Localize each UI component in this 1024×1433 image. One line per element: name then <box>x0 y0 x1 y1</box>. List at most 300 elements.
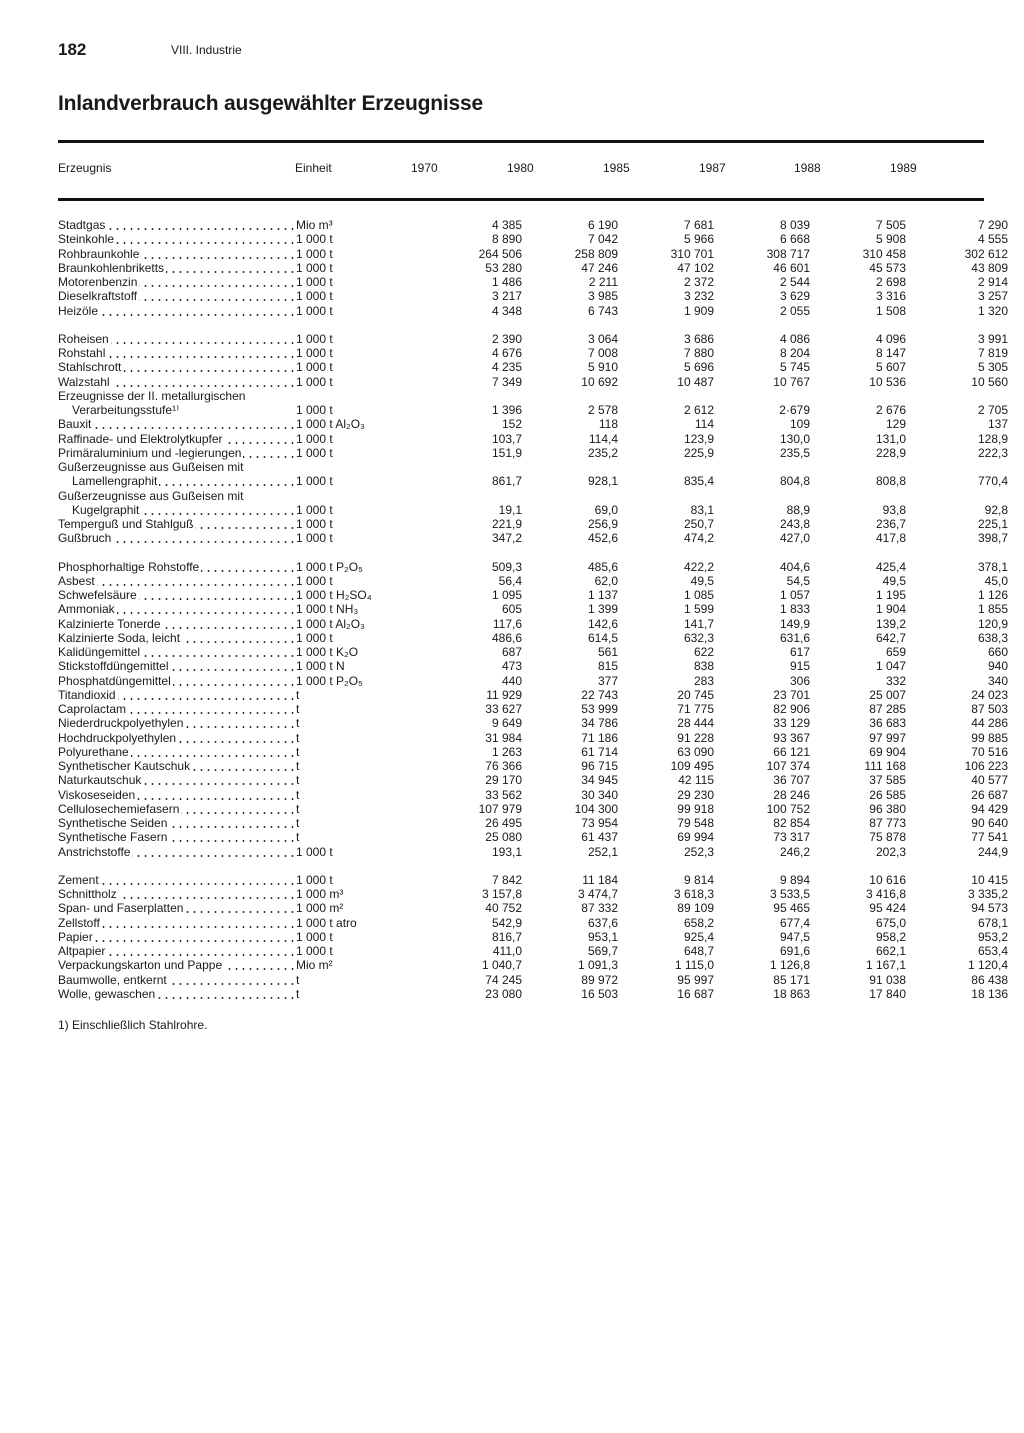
product-name: Ammoniak <box>58 602 115 617</box>
value-cell-1989: 94 573 <box>971 901 1008 916</box>
value-cell-1988: 131,0 <box>875 431 906 446</box>
product-name: Papier <box>58 929 93 944</box>
table-row <box>58 645 1008 659</box>
value-cell-1988: 37 585 <box>869 773 906 788</box>
table-row <box>58 716 1008 730</box>
value-cell-1970: 53 280 <box>485 260 522 275</box>
value-cell-1985: 3 618,3 <box>673 887 714 901</box>
value-cell-1988: 228,9 <box>875 445 906 460</box>
product-name-cell <box>58 617 296 631</box>
value-cell-1980: 1 399 <box>587 602 618 617</box>
product-name-cell <box>58 275 296 289</box>
table-row <box>58 987 1008 1001</box>
value-cell-1980: 114,4 <box>588 431 618 446</box>
value-cell-1970 <box>456 489 522 503</box>
value-cell-1980: 953,1 <box>587 929 618 944</box>
value-cell-1989 <box>906 489 1008 503</box>
value-cell-1980: 62,0 <box>594 573 618 588</box>
value-cell-1987: 404,6 <box>779 559 810 574</box>
product-name-cell <box>58 674 296 688</box>
value-cell-1989: 398,7 <box>977 531 1008 546</box>
value-cell-1970: 11 929 <box>486 687 522 702</box>
product-name-cell <box>58 503 296 517</box>
value-cell-1980: 34 945 <box>581 773 618 788</box>
unit-cell: t <box>296 787 300 802</box>
product-name-cell <box>58 631 296 645</box>
unit-cell: 1 000 t <box>296 246 333 261</box>
value-cell-1985: 109 495 <box>670 759 714 773</box>
value-cell-1980: 7 008 <box>587 346 618 360</box>
product-name-cell <box>58 816 296 830</box>
value-cell-1988: 25 007 <box>869 687 906 702</box>
product-name-cell <box>58 375 296 389</box>
product-name: Kugelgraphit <box>58 503 141 517</box>
value-cell-1988: 425,4 <box>875 559 906 574</box>
value-cell-1980: 87 332 <box>581 901 618 916</box>
value-cell-1987: 631,6 <box>779 630 810 645</box>
value-cell-1987: 8 204 <box>779 346 810 360</box>
product-name: Temperguß und Stahlguß <box>58 517 194 531</box>
table-row <box>58 602 1008 616</box>
value-cell-1989: 1 320 <box>977 303 1008 318</box>
value-cell-1987: 100 752 <box>766 801 810 816</box>
value-cell-1980: 256,9 <box>587 517 618 531</box>
unit-cell: 1 000 t <box>296 360 333 375</box>
value-cell-1988: 675,0 <box>875 915 906 930</box>
value-cell-1985: 9 814 <box>683 872 714 887</box>
value-cell-1989: 940 <box>987 659 1008 674</box>
product-name-cell <box>58 958 296 972</box>
product-name-cell <box>58 389 296 403</box>
value-cell-1970: 1 486 <box>491 275 522 289</box>
value-cell-1989: 3 991 <box>977 331 1008 346</box>
unit-cell: 1 000 t <box>296 445 333 460</box>
value-cell-1970: 193,1 <box>491 844 522 859</box>
product-name-cell <box>58 460 296 474</box>
unit-cell: Mio m² <box>296 958 333 973</box>
section-label: VIII. Industrie <box>171 43 242 57</box>
value-cell-1985: 49,5 <box>690 573 714 588</box>
value-cell-1988: 808,8 <box>875 474 906 489</box>
unit-cell: 1 000 t <box>296 232 333 247</box>
value-cell-1985: 63 090 <box>677 744 714 759</box>
value-cell-1989: 94 429 <box>971 801 1008 816</box>
value-cell-1987: 3 629 <box>779 289 810 304</box>
value-cell-1980: 11 184 <box>582 872 618 887</box>
value-cell-1980: 142,6 <box>587 616 618 631</box>
product-name-cell <box>58 304 296 318</box>
value-cell-1988: 2 698 <box>875 275 906 289</box>
value-cell-1985: 10 487 <box>677 374 714 389</box>
value-cell-1987: 677,4 <box>779 915 810 930</box>
table-row <box>58 517 1008 531</box>
product-name: Kalidüngemittel <box>58 645 141 659</box>
value-cell-1988: 111 168 <box>864 759 906 773</box>
value-cell-1989: 2 914 <box>977 275 1008 289</box>
value-cell-1970: 3 157,8 <box>481 887 522 901</box>
table-row <box>58 389 1008 403</box>
unit-cell: 1 000 t P₂O₅ <box>296 559 363 574</box>
unit-cell: 1 000 t <box>296 531 333 546</box>
value-cell-1970: 152 <box>501 417 522 432</box>
product-name: Walzstahl <box>58 374 110 389</box>
unit-cell: 1 000 t <box>296 844 333 859</box>
value-cell-1987: 306 <box>789 673 810 688</box>
value-cell-1989: 10 560 <box>971 374 1008 389</box>
product-name-cell <box>58 702 296 716</box>
table-row <box>58 574 1008 588</box>
value-cell-1970 <box>456 460 522 474</box>
value-cell-1980: 2 211 <box>588 275 618 289</box>
value-cell-1988: 236,7 <box>875 517 906 531</box>
table-header-rule <box>58 198 984 201</box>
value-cell-1985: 632,3 <box>683 630 714 645</box>
value-cell-1985: 1 909 <box>683 303 714 318</box>
value-cell-1970: 19,1 <box>498 502 522 517</box>
product-name: Stadtgas <box>58 218 106 232</box>
product-name: Span- und Faserplatten <box>58 901 184 916</box>
table-row <box>58 375 1008 389</box>
unit-cell: t <box>296 773 300 788</box>
value-cell-1980: 53 999 <box>581 702 618 716</box>
product-name-cell <box>58 659 296 673</box>
value-cell-1980 <box>522 389 618 403</box>
value-cell-1988: 4 096 <box>875 331 906 346</box>
value-cell-1987: 1 057 <box>779 588 810 602</box>
value-cell-1980: 815 <box>597 659 618 674</box>
table-row <box>58 617 1008 631</box>
unit-cell: 1 000 t <box>296 502 333 517</box>
value-cell-1989: 128,9 <box>977 431 1008 446</box>
value-cell-1987: 33 129 <box>773 716 810 731</box>
value-cell-1989: 5 305 <box>977 360 1008 375</box>
value-cell-1987: 427,0 <box>779 531 810 546</box>
value-cell-1989: 120,9 <box>977 616 1008 631</box>
value-cell-1987: 149,9 <box>779 616 810 631</box>
value-cell-1970: 33 562 <box>485 787 522 802</box>
value-cell-1989: 2 705 <box>977 403 1008 417</box>
value-cell-1987: 23 701 <box>773 687 810 702</box>
product-name: Gußerzeugnisse aus Gußeisen mit <box>58 460 244 474</box>
value-cell-1988: 3 316 <box>875 289 906 304</box>
product-name-cell <box>58 489 296 503</box>
table-row <box>58 275 1008 289</box>
value-cell-1989: 660 <box>987 645 1008 659</box>
product-name-cell <box>58 887 296 901</box>
value-cell-1988: 129 <box>885 417 906 432</box>
value-cell-1970: 1 396 <box>491 403 522 417</box>
value-cell-1970: 76 366 <box>485 759 522 773</box>
product-name: Gußerzeugnisse aus Gußeisen mit <box>58 488 244 503</box>
unit-cell: t <box>296 986 300 1001</box>
value-cell-1985 <box>618 460 714 474</box>
value-cell-1980: 614,5 <box>587 630 618 645</box>
product-name: Naturkautschuk <box>58 773 142 788</box>
value-cell-1987: 66 121 <box>773 744 810 759</box>
value-cell-1988: 3 416,8 <box>865 887 906 901</box>
product-name-cell <box>58 531 296 545</box>
product-name-cell <box>58 360 296 374</box>
value-cell-1980 <box>522 489 618 503</box>
value-cell-1985: 2 372 <box>683 275 714 289</box>
value-cell-1970: 1 095 <box>491 588 522 602</box>
unit-cell: 1 000 t K₂O <box>296 645 359 659</box>
unit-cell: 1 000 t <box>296 374 333 389</box>
value-cell-1987: 46 601 <box>773 260 810 275</box>
value-cell-1985: 7 880 <box>683 346 714 360</box>
value-cell-1989: 40 577 <box>971 773 1008 788</box>
group-spacer <box>58 318 1008 332</box>
value-cell-1970: 3 217 <box>491 289 522 304</box>
value-cell-1980: 89 972 <box>581 972 618 987</box>
value-cell-1970: 440 <box>501 673 522 688</box>
unit-cell: 1 000 t NH₃ <box>296 602 359 617</box>
value-cell-1988: 45 573 <box>869 260 906 275</box>
unit-cell: 1 000 t <box>296 403 333 417</box>
value-cell-1985: 71 775 <box>677 702 714 716</box>
product-name: Phosphorhaltige Rohstoffe <box>58 559 200 574</box>
value-cell-1970: 29 170 <box>485 773 522 788</box>
value-cell-1970: 542,9 <box>491 915 522 930</box>
value-cell-1985: 474,2 <box>683 531 714 546</box>
value-cell-1988: 659 <box>885 645 906 659</box>
table-row <box>58 944 1008 958</box>
value-cell-1987: 109 <box>789 417 810 432</box>
value-cell-1987: 107 374 <box>766 759 810 773</box>
table-header <box>0 161 1024 177</box>
value-cell-1987: 28 246 <box>773 787 810 802</box>
value-cell-1970: 861,7 <box>491 474 522 489</box>
value-cell-1980: 104 300 <box>574 801 618 816</box>
value-cell-1985: 47 102 <box>677 260 714 275</box>
table-row <box>58 261 1008 275</box>
value-cell-1970: 347,2 <box>491 531 522 546</box>
product-name-cell <box>58 588 296 602</box>
unit-cell: 1 000 t <box>296 331 333 346</box>
table-row <box>58 446 1008 460</box>
table-row <box>58 901 1008 915</box>
unit-cell: 1 000 t <box>296 944 333 958</box>
table-row <box>58 503 1008 517</box>
product-name: Braunkohlenbriketts <box>58 260 165 275</box>
product-name: Rohstahl <box>58 346 106 360</box>
unit-cell: 1 000 t <box>296 929 333 944</box>
value-cell-1988: 1 167,1 <box>865 958 906 973</box>
value-cell-1987: 8 039 <box>779 218 810 232</box>
value-cell-1987: 5 745 <box>779 360 810 375</box>
value-cell-1987: 88,9 <box>786 502 810 517</box>
value-cell-1989: 137 <box>987 417 1008 432</box>
product-name: Gußbruch <box>58 531 112 546</box>
product-name: Bauxit <box>58 417 92 432</box>
table-row <box>58 218 1008 232</box>
table-row <box>58 688 1008 702</box>
unit-cell: 1 000 t N <box>296 659 345 674</box>
product-name: Motorenbenzin <box>58 275 138 289</box>
value-cell-1987: 617 <box>789 645 810 659</box>
value-cell-1989: 26 687 <box>971 787 1008 802</box>
value-cell-1987: 82 854 <box>773 816 810 830</box>
value-cell-1985: 5 696 <box>683 360 714 375</box>
value-cell-1988: 97 997 <box>869 730 906 745</box>
table-row <box>58 460 1008 474</box>
product-name-cell <box>58 289 296 303</box>
unit-cell: 1 000 t <box>296 260 333 275</box>
table-row <box>58 916 1008 930</box>
product-name-cell <box>58 446 296 460</box>
table-row <box>58 759 1008 773</box>
value-cell-1985: 838 <box>693 659 714 674</box>
value-cell-1989: 77 541 <box>971 830 1008 845</box>
value-cell-1980: 6 190 <box>587 218 618 232</box>
value-cell-1988: 1 508 <box>875 303 906 318</box>
table-row <box>58 731 1008 745</box>
value-cell-1989: 92,8 <box>984 502 1008 517</box>
table-row <box>58 674 1008 688</box>
value-cell-1989: 7 290 <box>977 218 1008 232</box>
value-cell-1989: 678,1 <box>977 915 1008 930</box>
value-cell-1989: 3 257 <box>977 289 1008 304</box>
value-cell-1989: 7 819 <box>977 346 1008 360</box>
table-row <box>58 659 1008 673</box>
value-cell-1987: 95 465 <box>773 901 810 916</box>
product-name: Niederdruckpolyethylen <box>58 716 184 731</box>
value-cell-1985 <box>618 489 714 503</box>
value-cell-1985: 3 686 <box>683 331 714 346</box>
value-cell-1970: 9 649 <box>491 716 522 731</box>
table-row <box>58 560 1008 574</box>
value-cell-1970: 687 <box>501 645 522 659</box>
product-name-cell <box>58 403 296 417</box>
unit-cell: 1 000 m² <box>296 901 344 916</box>
table-row <box>58 474 1008 488</box>
value-cell-1980: 1 091,3 <box>577 958 618 973</box>
product-name-cell <box>58 602 296 616</box>
value-cell-1989: 770,4 <box>977 474 1008 489</box>
unit-cell: t <box>296 716 300 731</box>
value-cell-1985: 250,7 <box>683 517 714 531</box>
product-name: Anstrichstoffe <box>58 844 131 859</box>
product-name-cell <box>58 574 296 588</box>
value-cell-1980: 34 786 <box>581 716 618 731</box>
value-cell-1989: 24 023 <box>971 687 1008 702</box>
table-row <box>58 360 1008 374</box>
value-cell-1985: 28 444 <box>677 716 714 731</box>
value-cell-1980: 61 437 <box>581 830 618 845</box>
product-name-cell <box>58 247 296 261</box>
header-unit: Einheit <box>295 161 332 175</box>
product-name: Viskoseseiden <box>58 787 136 802</box>
value-cell-1985: 95 997 <box>677 972 714 987</box>
value-cell-1985: 141,7 <box>683 616 714 631</box>
value-cell-1988: 93,8 <box>882 502 906 517</box>
group-spacer <box>58 859 1008 873</box>
value-cell-1980: 47 246 <box>581 260 618 275</box>
product-name: Synthetischer Kautschuk <box>58 759 191 773</box>
value-cell-1988: 202,3 <box>875 844 906 859</box>
value-cell-1970: 7 842 <box>491 872 522 887</box>
value-cell-1980 <box>522 460 618 474</box>
header-year-1988: 1988 <box>794 161 821 175</box>
value-cell-1988: 1 195 <box>875 588 906 602</box>
value-cell-1980: 30 340 <box>581 787 618 802</box>
value-cell-1980: 452,6 <box>587 531 618 546</box>
table-row <box>58 631 1008 645</box>
product-name-cell <box>58 731 296 745</box>
value-cell-1988: 8 147 <box>875 346 906 360</box>
value-cell-1980: 69,0 <box>594 502 618 517</box>
page-title: Inlandverbrauch ausgewählter Erzeugnisse <box>58 92 483 115</box>
value-cell-1970: 221,9 <box>491 517 522 531</box>
product-name-cell <box>58 218 296 232</box>
product-name: Stickstoffdüngemittel <box>58 659 169 674</box>
product-name: Phosphatdüngemittel <box>58 673 171 688</box>
product-name: Erzeugnisse der II. metallurgischen <box>58 388 246 403</box>
value-cell-1987: 246,2 <box>779 844 810 859</box>
product-name: Synthetische Fasern <box>58 830 168 845</box>
product-name-cell <box>58 474 296 488</box>
value-cell-1985: 2 612 <box>683 403 714 417</box>
value-cell-1989: 378,1 <box>977 559 1008 574</box>
table-row <box>58 332 1008 346</box>
value-cell-1970: 816,7 <box>491 929 522 944</box>
product-name-cell <box>58 261 296 275</box>
value-cell-1985: 114 <box>694 417 714 432</box>
table-row <box>58 702 1008 716</box>
value-cell-1987: 85 171 <box>773 972 810 987</box>
value-cell-1985: 648,7 <box>683 944 714 958</box>
value-cell-1970: 1 040,7 <box>481 958 522 973</box>
value-cell-1970: 117,6 <box>492 616 522 631</box>
value-cell-1980: 252,1 <box>587 844 618 859</box>
unit-cell <box>296 389 456 403</box>
value-cell-1988: 96 380 <box>869 801 906 816</box>
table-row <box>58 816 1008 830</box>
value-cell-1970: 486,6 <box>491 630 522 645</box>
value-cell-1970: 4 385 <box>491 218 522 232</box>
product-name: Verpackungskarton und Pappe <box>58 958 223 973</box>
product-name: Raffinade- und Elektrolytkupfer <box>58 431 223 446</box>
table-row <box>58 873 1008 887</box>
product-name: Schwefelsäure <box>58 588 137 602</box>
table-row <box>58 973 1008 987</box>
value-cell-1980: 561 <box>597 645 618 659</box>
value-cell-1988: 69 904 <box>869 744 906 759</box>
value-cell-1988: 332 <box>885 673 906 688</box>
value-cell-1980: 377 <box>597 673 618 688</box>
value-cell-1980: 2 578 <box>587 403 618 417</box>
table-row <box>58 232 1008 246</box>
table-row <box>58 830 1008 844</box>
unit-cell: 1 000 t <box>296 275 333 289</box>
product-name: Altpapier <box>58 944 106 958</box>
product-name: Titandioxid <box>58 687 116 702</box>
unit-cell: t <box>296 816 300 830</box>
unit-cell: 1 000 t <box>296 630 333 645</box>
value-cell-1987: 10 767 <box>773 374 810 389</box>
product-name: Dieselkraftstoff <box>58 289 138 304</box>
value-cell-1988: 26 585 <box>869 787 906 802</box>
table-row <box>58 887 1008 901</box>
value-cell-1980: 22 743 <box>581 687 618 702</box>
product-name: Wolle, gewaschen <box>58 986 156 1001</box>
product-name: Hochdruckpolyethylen <box>58 730 177 745</box>
value-cell-1987: 691,6 <box>779 944 810 958</box>
data-table <box>58 218 1008 1001</box>
unit-cell: 1 000 t <box>296 517 333 531</box>
table-row <box>58 304 1008 318</box>
value-cell-1988: 958,2 <box>875 929 906 944</box>
